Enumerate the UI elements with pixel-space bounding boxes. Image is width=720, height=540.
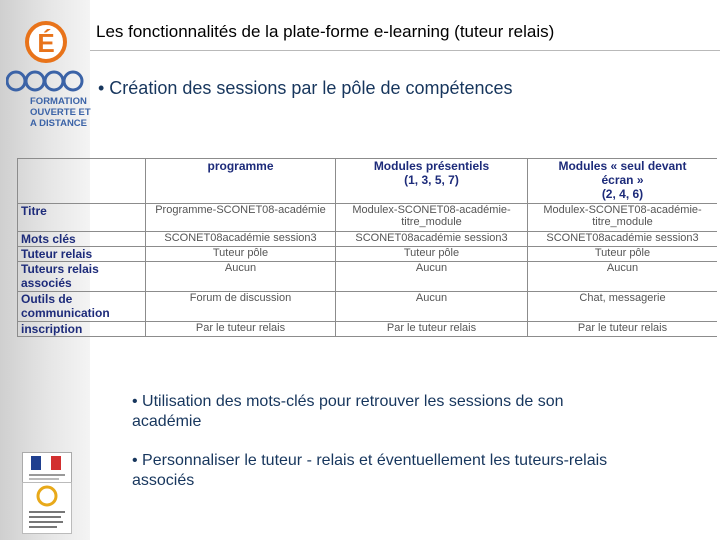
table-cell: Programme-SCONET08-académie bbox=[146, 204, 336, 232]
table-row bbox=[18, 262, 718, 292]
table-cell: Par le tuteur relais bbox=[146, 322, 336, 337]
table-header-cell bbox=[18, 159, 146, 204]
table-cell: Tuteur pôle bbox=[528, 247, 718, 262]
table-cell: Chat, messagerie bbox=[528, 292, 718, 322]
education-e-logo bbox=[24, 12, 68, 64]
e-logo-letter: É bbox=[37, 28, 55, 58]
table-cell: Aucun bbox=[528, 262, 718, 292]
table-cell: Modulex-SCONET08-académie- titre_module bbox=[336, 204, 528, 232]
table-cell: Tuteur pôle bbox=[146, 247, 336, 262]
table-cell: Par le tuteur relais bbox=[528, 322, 718, 337]
personalize-bullet-line1: • Personnaliser le tuteur - relais et éventuellement les tuteurs-relais bbox=[132, 452, 608, 469]
row-label: inscription bbox=[18, 322, 146, 337]
table-row bbox=[18, 322, 718, 337]
table-header-row bbox=[18, 159, 718, 204]
table-header-cell: Modules « seul devant écran » (2, 4, 6) bbox=[528, 159, 718, 204]
republique-francaise-emblem bbox=[22, 452, 72, 484]
row-label: Tuteur relais bbox=[18, 247, 146, 262]
table-cell: SCONET08académie session3 bbox=[528, 232, 718, 247]
main-bullet: • Création des sessions par le pôle de compétences bbox=[98, 78, 513, 98]
foad-line3: A DISTANCE bbox=[30, 118, 87, 129]
table-header-cell: programme bbox=[146, 159, 336, 204]
keywords-bullet-line2: académie bbox=[132, 413, 202, 430]
foad-caption bbox=[30, 96, 91, 129]
table-row bbox=[18, 292, 718, 322]
foad-line1: FORMATION bbox=[30, 96, 87, 107]
keywords-bullet-line1: • Utilisation des mots-clés pour retrouver les sessions de son bbox=[132, 393, 564, 410]
ministry-logo bbox=[22, 482, 72, 534]
table-header-cell: Modules présentiels (1, 3, 5, 7) bbox=[336, 159, 528, 204]
slide-title: Les fonctionnalités de la plate-forme e-learning (tuteur relais) bbox=[96, 22, 555, 41]
personalize-bullet bbox=[132, 451, 607, 491]
foad-line2: OUVERTE ET bbox=[30, 107, 91, 118]
table-cell: Modulex-SCONET08-académie- titre_module bbox=[528, 204, 718, 232]
table-cell: Tuteur pôle bbox=[336, 247, 528, 262]
table-cell: Aucun bbox=[146, 262, 336, 292]
foad-logo bbox=[6, 70, 86, 92]
sessions-table-image bbox=[17, 158, 717, 339]
row-label: Mots clés bbox=[18, 232, 146, 247]
personalize-bullet-line2: associés bbox=[132, 472, 195, 489]
table-row bbox=[18, 232, 718, 247]
title-divider bbox=[90, 50, 720, 51]
row-label: Titre bbox=[18, 204, 146, 232]
table-cell: Par le tuteur relais bbox=[336, 322, 528, 337]
table-cell: SCONET08académie session3 bbox=[336, 232, 528, 247]
table-cell: Aucun bbox=[336, 262, 528, 292]
row-label: Outils de communication bbox=[18, 292, 146, 322]
table-cell: SCONET08académie session3 bbox=[146, 232, 336, 247]
keywords-bullet bbox=[132, 392, 564, 432]
table-cell: Aucun bbox=[336, 292, 528, 322]
table-row bbox=[18, 204, 718, 232]
table-row bbox=[18, 247, 718, 262]
row-label: Tuteurs relais associés bbox=[18, 262, 146, 292]
sessions-table bbox=[17, 158, 717, 337]
table-cell: Forum de discussion bbox=[146, 292, 336, 322]
